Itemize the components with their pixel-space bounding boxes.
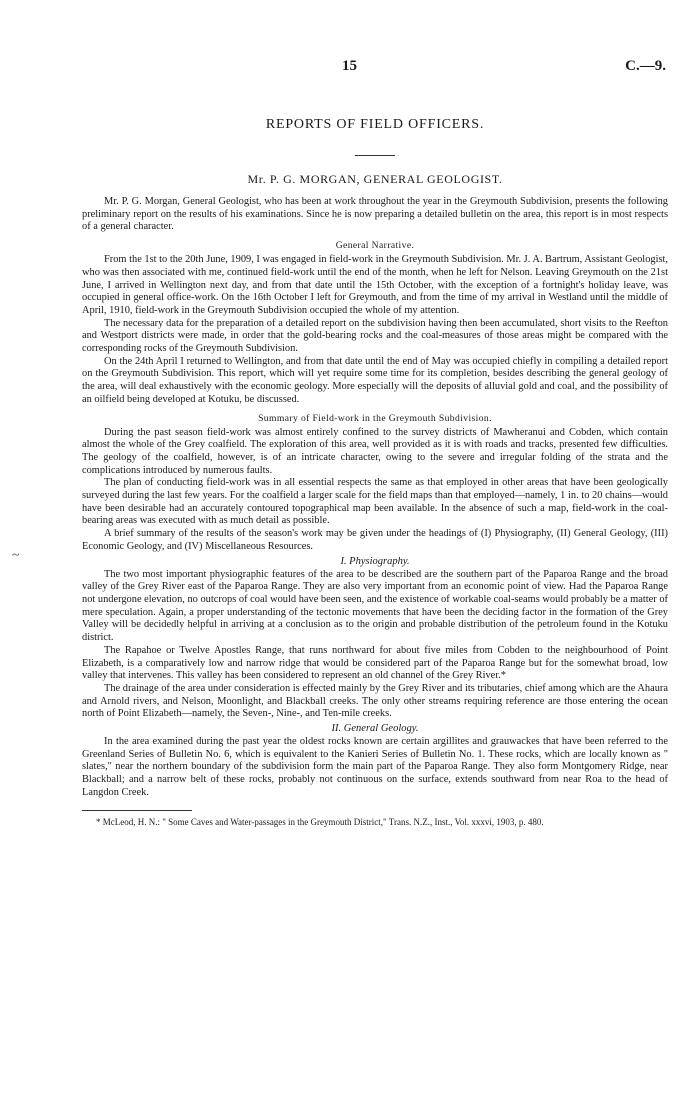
summary-paragraph: The plan of conducting field-work was in all essential respects the same as that employed in other areas that have been geologically surveyed during the last few years. For the coalfield a larger scale for the field maps than that employed—namely, 1 in. to 20 chains—would have been desirable had an accurately contoured topographical map been available. In the absence of such a map, field-work in the coal-bearing areas was executed with as much detail as possible.: [82, 477, 668, 527]
footnote: * McLeod, H. N.: " Some Caves and Water-passages in the Greymouth District," Trans. N.Z., Inst., Vol. xxxvi, 1903, p. 480.: [96, 816, 544, 827]
summary-paragraph: A brief summary of the results of the season's work may be given under the headings of (I) Physiography, (II) General Geology, (III) Economic Geology, and (IV) Miscellaneous Resources.: [82, 528, 668, 552]
section-heading-general-geology: II. General Geology.: [331, 723, 419, 735]
section-heading-physiography: I. Physiography.: [340, 555, 410, 567]
footnote-divider: [82, 810, 192, 811]
physiography-paragraph: The Rapahoe or Twelve Apostles Range, that runs northward for about five miles from Cobden to the neighbourhood of Point Elizabeth, is a comparatively low and narrow ridge that would be considered part of the Paparoa Range but for the somewhat broad, low valley that intervenes. This valley has been considered to represent an old channel of the Grey River.*: [82, 644, 668, 682]
intro-paragraph: Mr. P. G. Morgan, General Geologist, who has been at work throughout the year in the Greymouth Subdivision, presents the following preliminary report on the results of his examinations. Since he is now preparing a detailed bulletin on the area, this report is in most respects of a general character.: [82, 196, 668, 233]
section-heading-summary: Summary of Field-work in the Greymouth Subdivision.: [258, 412, 492, 424]
page-header: [82, 58, 668, 80]
summary-paragraph: During the past season field-work was almost entirely confined to the survey districts of Mawheranui and Cobden, which contain almost the whole of the Grey coalfield. The exploration of this area, well provided as it is with roads and tracks, presented few difficulties. The geology of the coalfield, however, is of an intricate character, owing to the severe and irregular folding of the strata and the complications introduced by numerous faults.: [82, 426, 668, 476]
narrative-paragraph: The necessary data for the preparation of a detailed report on the subdivision having then been accumulated, short visits to the Reefton and Westport districts were made, in order that the gold-bearing rocks and the coal-measures of those areas might be compared with the corresponding rocks of the Greymouth Subdivision.: [82, 317, 668, 355]
document-page: [82, 58, 668, 828]
margin-mark: ~: [12, 548, 20, 563]
section-heading-general-narrative: General Narrative.: [335, 240, 415, 252]
physiography-paragraph: The two most important physiographic features of the area to be described are the southern part of the Paparoa Range and the broad valley of the Grey River east of the Paparoa Range. They are also very important from an economic point of view. Had the Paparoa Range not undergone elevation, no outcrops of coal would have been seen, and the existence of workable coal-seams would probably be a matter of mere speculation. Again, a proper understanding of the tectonic movements that have been the deciding factor in the formation of the Grey Valley will be decidedly helpful in arriving at a conclusion as to the origin and probable distribution of the petroleum found in the Kotuku district.: [82, 568, 668, 644]
page-title: REPORTS OF FIELD OFFICERS.: [265, 117, 485, 132]
author-heading: Mr. P. G. MORGAN, GENERAL GEOLOGIST.: [247, 172, 503, 186]
geology-paragraph: In the area examined during the past year the oldest rocks known are certain argillites and grauwackes that have been referred to the Greenland Series of Bulletin No. 6, which is equivalent to the Kanieri Series of Bulletin No. 1. These rocks, which are locally known as " slates," near the northern boundary of the subdivision form the main part of the Paparoa Range. They also form Montgomery Ridge, near Blackball; and a narrow belt of these rocks, probably not continuous on the surface, extends southward from near Roa to the head of Langdon Creek.: [82, 736, 668, 798]
narrative-paragraph: On the 24th April I returned to Wellington, and from that date until the end of May was occupied chiefly in compiling a detailed report on the Greymouth Subdivision. This report, which will yet require some time for its completion, besides describing the general geology of the area, will deal exhaustively with the economic geology. More especially will the deposits of alluvial gold and coal, and the possibility of an oilfield being developed at Kotuku, be discussed.: [82, 355, 668, 405]
document-code: C.—9.: [625, 58, 666, 74]
narrative-paragraph: From the 1st to the 20th June, 1909, I was engaged in field-work in the Greymouth Subdivision. Mr. J. A. Bartrum, Assistant Geologist, who was then associated with me, continued field-work until the end of the month, when he left for Nelson. Leaving Greymouth on the 21st June, I arrived in Wellington next day, and from that date until the 15th October, with the exception of a fortnight's holiday leave, was occupied in general office-work. On the 16th October I left for Greymouth, and from the time of my arrival in Westland until the middle of April, 1910, field-work in the Greymouth Subdivision occupied the whole of my attention.: [82, 254, 668, 316]
page-number: 15: [342, 58, 357, 74]
physiography-paragraph: The drainage of the area under consideration is effected mainly by the Grey River and its tributaries, chief among which are the Ahaura and Arnold rivers, and Nelson, Moonlight, and Blackball creeks. The only other streams requiring reference are those entering the ocean north of Point Elizabeth—namely, the Seven-, Nine-, and Ten-mile creeks.: [82, 682, 668, 720]
title-divider: [355, 155, 395, 156]
